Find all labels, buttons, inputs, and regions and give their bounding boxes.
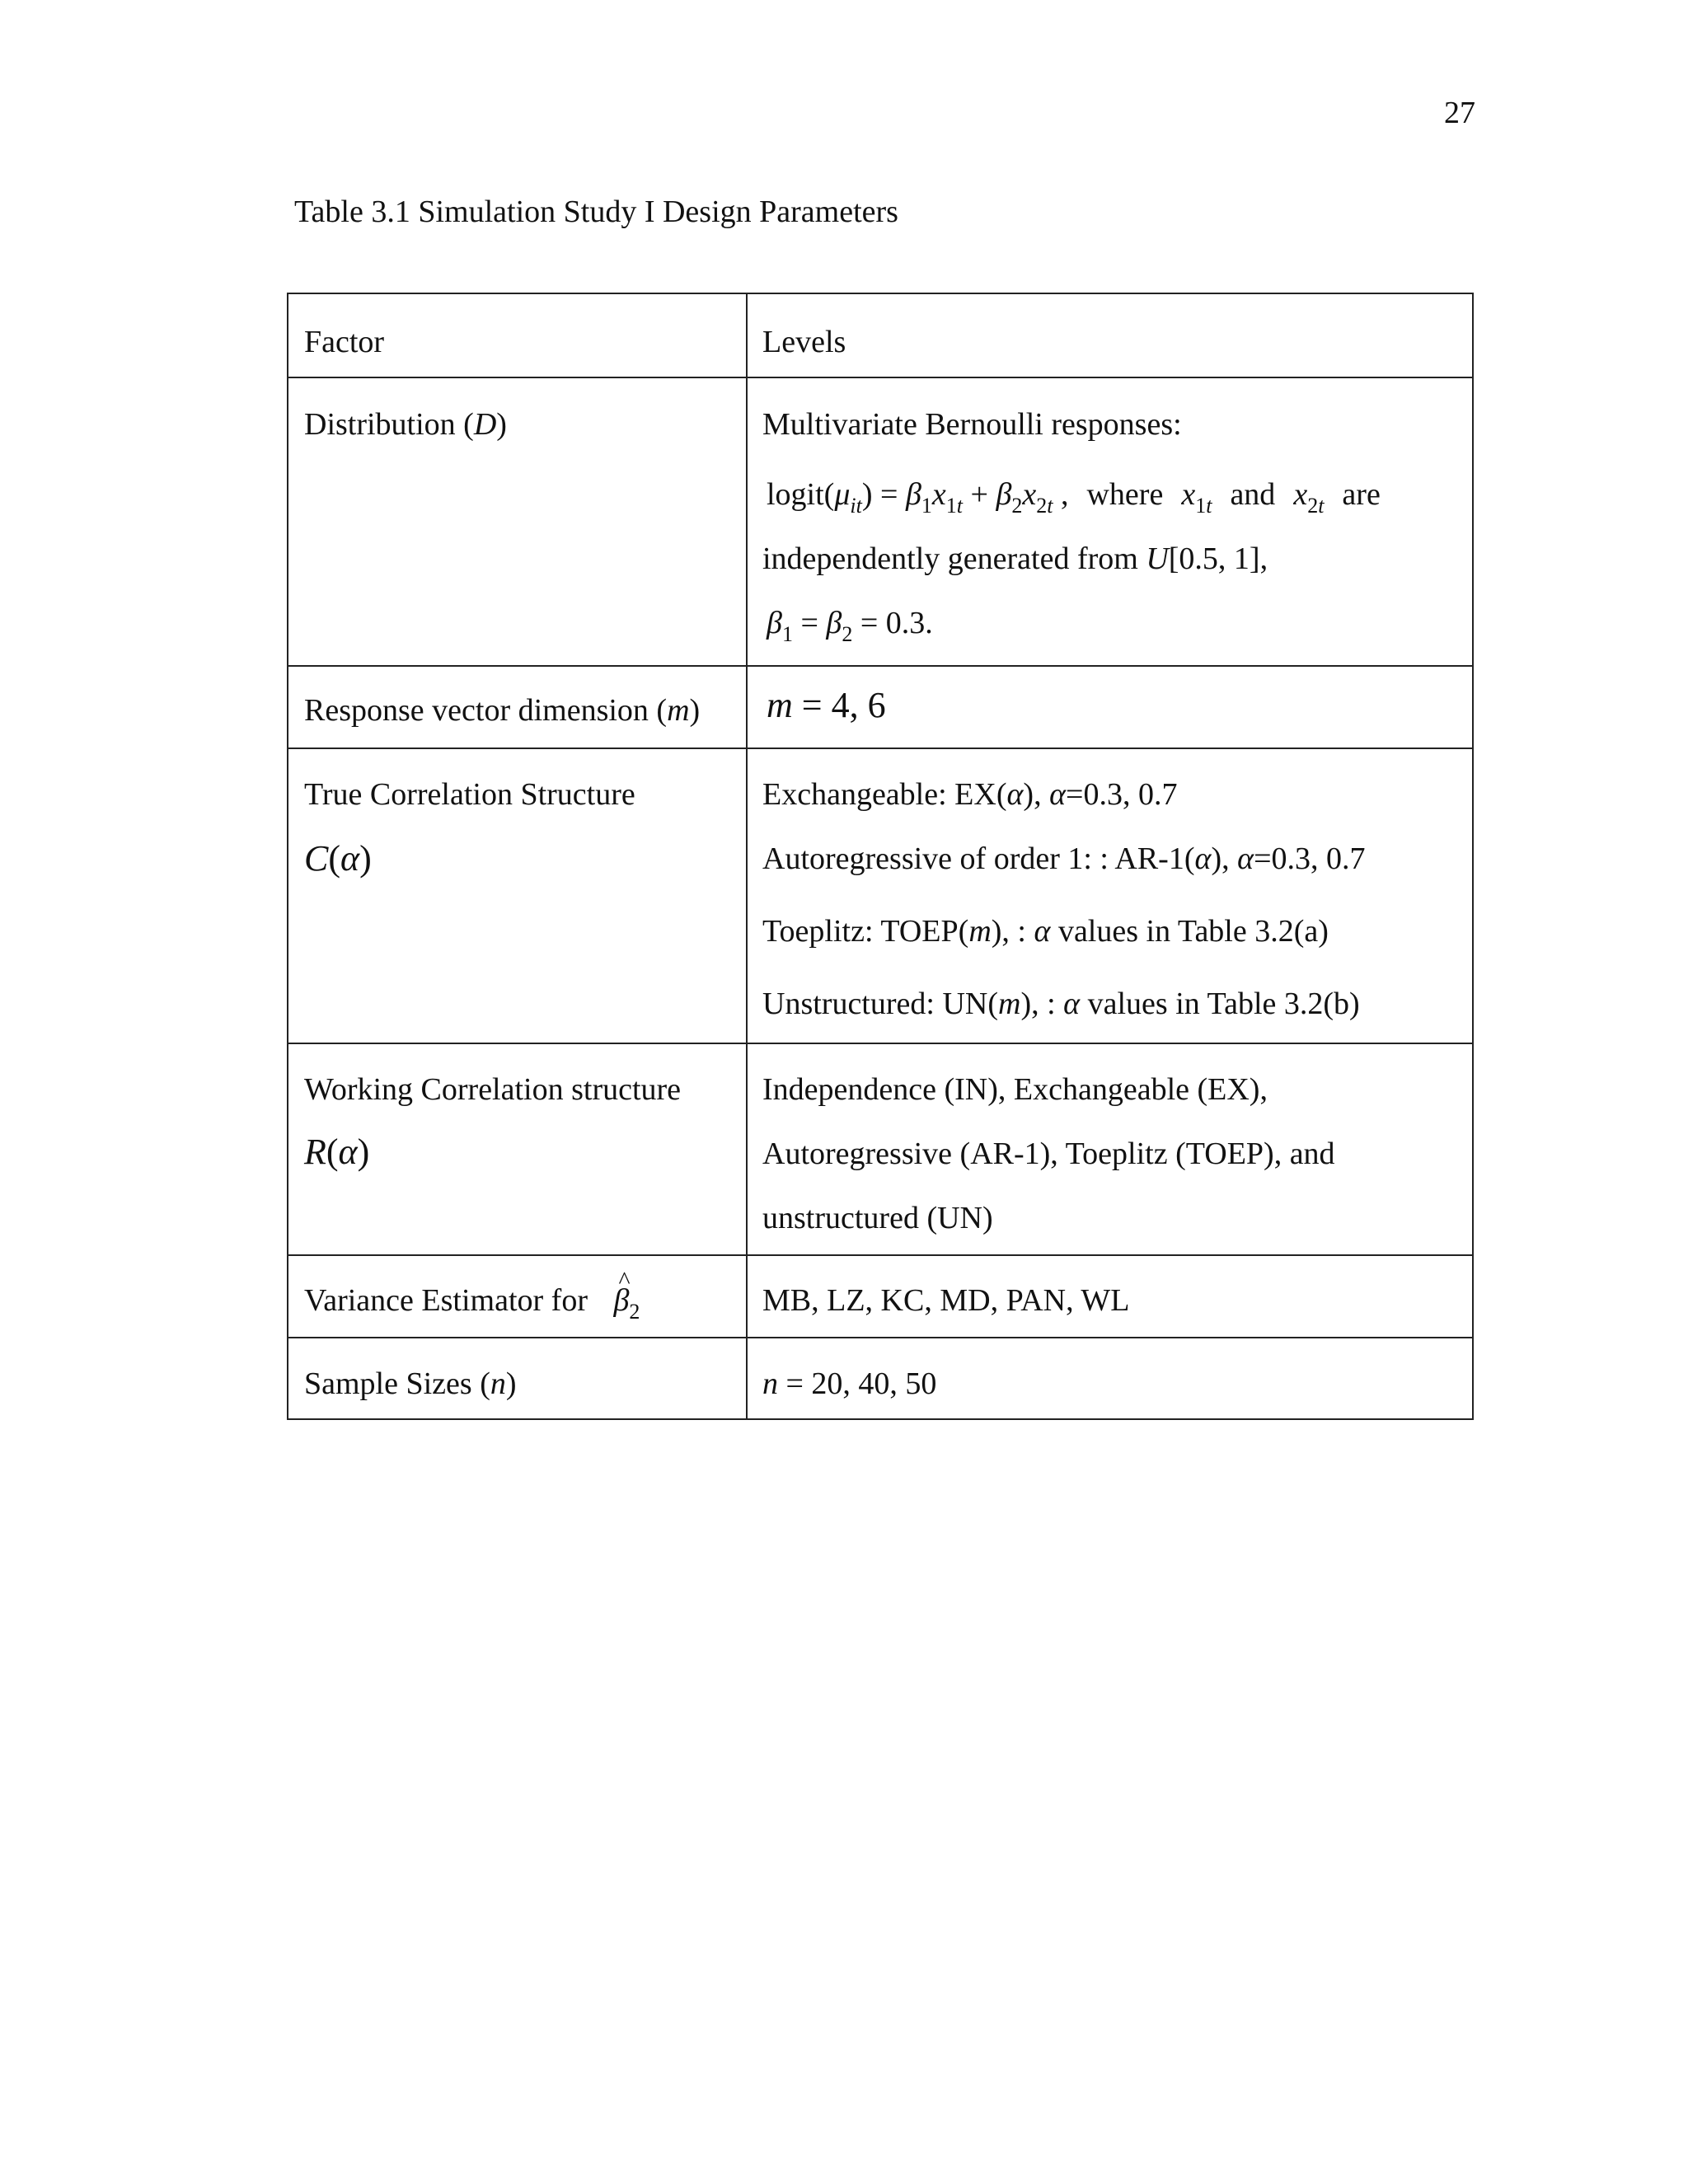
row-divider-working-correlation xyxy=(288,1254,1472,1256)
working-correlation-level-2: Autoregressive (AR-1), Toeplitz (TOEP), and xyxy=(762,1137,1335,1171)
variance-levels: MB, LZ, KC, MD, PAN, WL xyxy=(762,1283,1130,1318)
distribution-level-2-formula: $logit(\mu_{it}) = \beta_1x_{1t} + \beta_2x_{2t}$ , where $x_{1t}$ and $x_{2t}$ are xyxy=(767,477,1381,518)
design-parameters-table xyxy=(287,293,1474,1420)
true-correlation-level-1: Exchangeable: EX(α), α=0.3, 0.7 xyxy=(762,777,1178,812)
distribution-factor: Distribution (D) xyxy=(304,407,507,442)
header-levels: Levels xyxy=(762,325,846,359)
distribution-level-4-formula: $\beta_1 = \beta_2 = 0.3$. xyxy=(767,606,933,646)
page-number: 27 xyxy=(1444,96,1475,130)
column-divider xyxy=(746,294,748,1418)
dimension-levels: m = 4, 6 xyxy=(767,685,886,725)
table-caption: Table 3.1 Simulation Study I Design Parameters xyxy=(294,194,898,229)
row-divider-true-correlation xyxy=(288,1043,1472,1044)
row-divider-dimension xyxy=(288,748,1472,749)
true-correlation-level-4: Unstructured: UN(m), : α values in Table 3.2(b) xyxy=(762,987,1360,1021)
true-correlation-factor: True Correlation Structure xyxy=(304,777,635,812)
working-correlation-level-3: unstructured (UN) xyxy=(762,1201,993,1235)
working-correlation-factor: Working Correlation structure xyxy=(304,1072,682,1107)
sample-size-factor: Sample Sizes (n) xyxy=(304,1366,517,1401)
working-correlation-symbol: R(α) xyxy=(304,1132,370,1172)
variance-factor: Variance Estimator for β $\^{}_2$ xyxy=(304,1280,640,1333)
dimension-factor: Response vector dimension (m) xyxy=(304,693,701,728)
true-correlation-symbol: C(α) xyxy=(304,838,372,879)
row-divider-distribution xyxy=(288,665,1472,667)
row-divider-header xyxy=(288,377,1472,378)
working-correlation-level-1: Independence (IN), Exchangeable (EX), xyxy=(762,1072,1268,1107)
true-correlation-level-3: Toeplitz: TOEP(m), : α values in Table 3.2(a) xyxy=(762,914,1329,949)
distribution-level-1: Multivariate Bernoulli responses: xyxy=(762,407,1182,442)
sample-size-levels: n = 20, 40, 50 xyxy=(762,1366,937,1401)
distribution-level-3: independently generated from U[0.5, 1], xyxy=(762,541,1268,576)
row-divider-variance xyxy=(288,1337,1472,1338)
true-correlation-level-2: Autoregressive of order 1: : AR-1(α), α=0.3, 0.7 xyxy=(762,841,1366,876)
header-factor: Factor xyxy=(304,325,385,359)
